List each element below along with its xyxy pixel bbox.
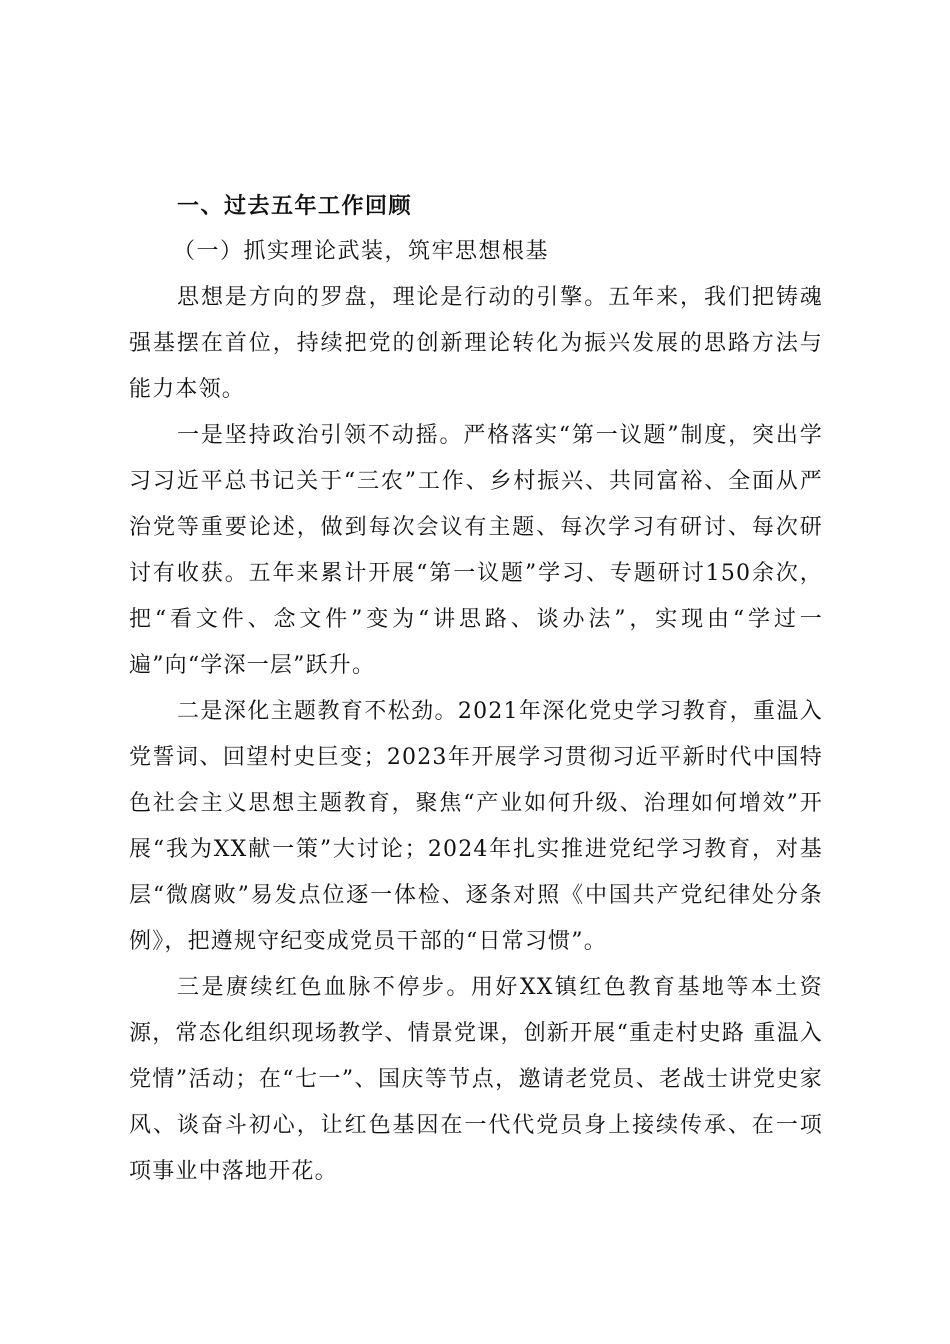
paragraph-theme-education: 二是深化主题教育不松劲。2021年深化党史学习教育，重温入党誓词、回望村史巨变；2023年开展学习贯彻习近平新时代中国特色社会主义思想主题教育，聚焦“产业如何升级、治理如何增效”开展“我为XX献一策”大讨论；2024年扎实推进党纪学习教育，对基层“微腐败”易发点位逐一体检、逐条对照《中国共产党纪律处分条例》，把遵规守纪变成党员干部的“日常习惯”。 [129,699,823,954]
document-body [129,183,823,1195]
paragraph-political-guidance: 一是坚持政治引领不动摇。严格落实“第一议题”制度，突出学习习近平总书记关于“三农”工作、乡村振兴、共同富裕、全面从严治党等重要论述，做到每次会议有主题、每次学习有研讨、每次研讨有收获。五年来累计开展“第一议题”学习、专题研讨150余次，把“看文件、念文件”变为“讲思路、谈办法”，实现由“学过一遍”向“学深一层”跃升。 [129,423,823,678]
paragraph-intro: 思想是方向的罗盘，理论是行动的引擎。五年来，我们把铸魂强基摆在首位，持续把党的创新理论转化为振兴发展的思路方法与能力本领。 [129,285,823,402]
paragraph-red-heritage: 三是赓续红色血脉不停步。用好XX镇红色教育基地等本土资源，常态化组织现场教学、情景党课，创新开展“重走村史路 重温入党情”活动；在“七一”、国庆等节点，邀请老党员、老战士讲党史家风、谈奋斗初心，让红色基因在一代代党员身上接续传承、在一项项事业中落地开花。 [129,975,823,1184]
section-heading: 一、过去五年工作回顾 [177,193,413,219]
subsection-heading: （一）抓实理论武装，筑牢思想根基 [173,239,550,264]
